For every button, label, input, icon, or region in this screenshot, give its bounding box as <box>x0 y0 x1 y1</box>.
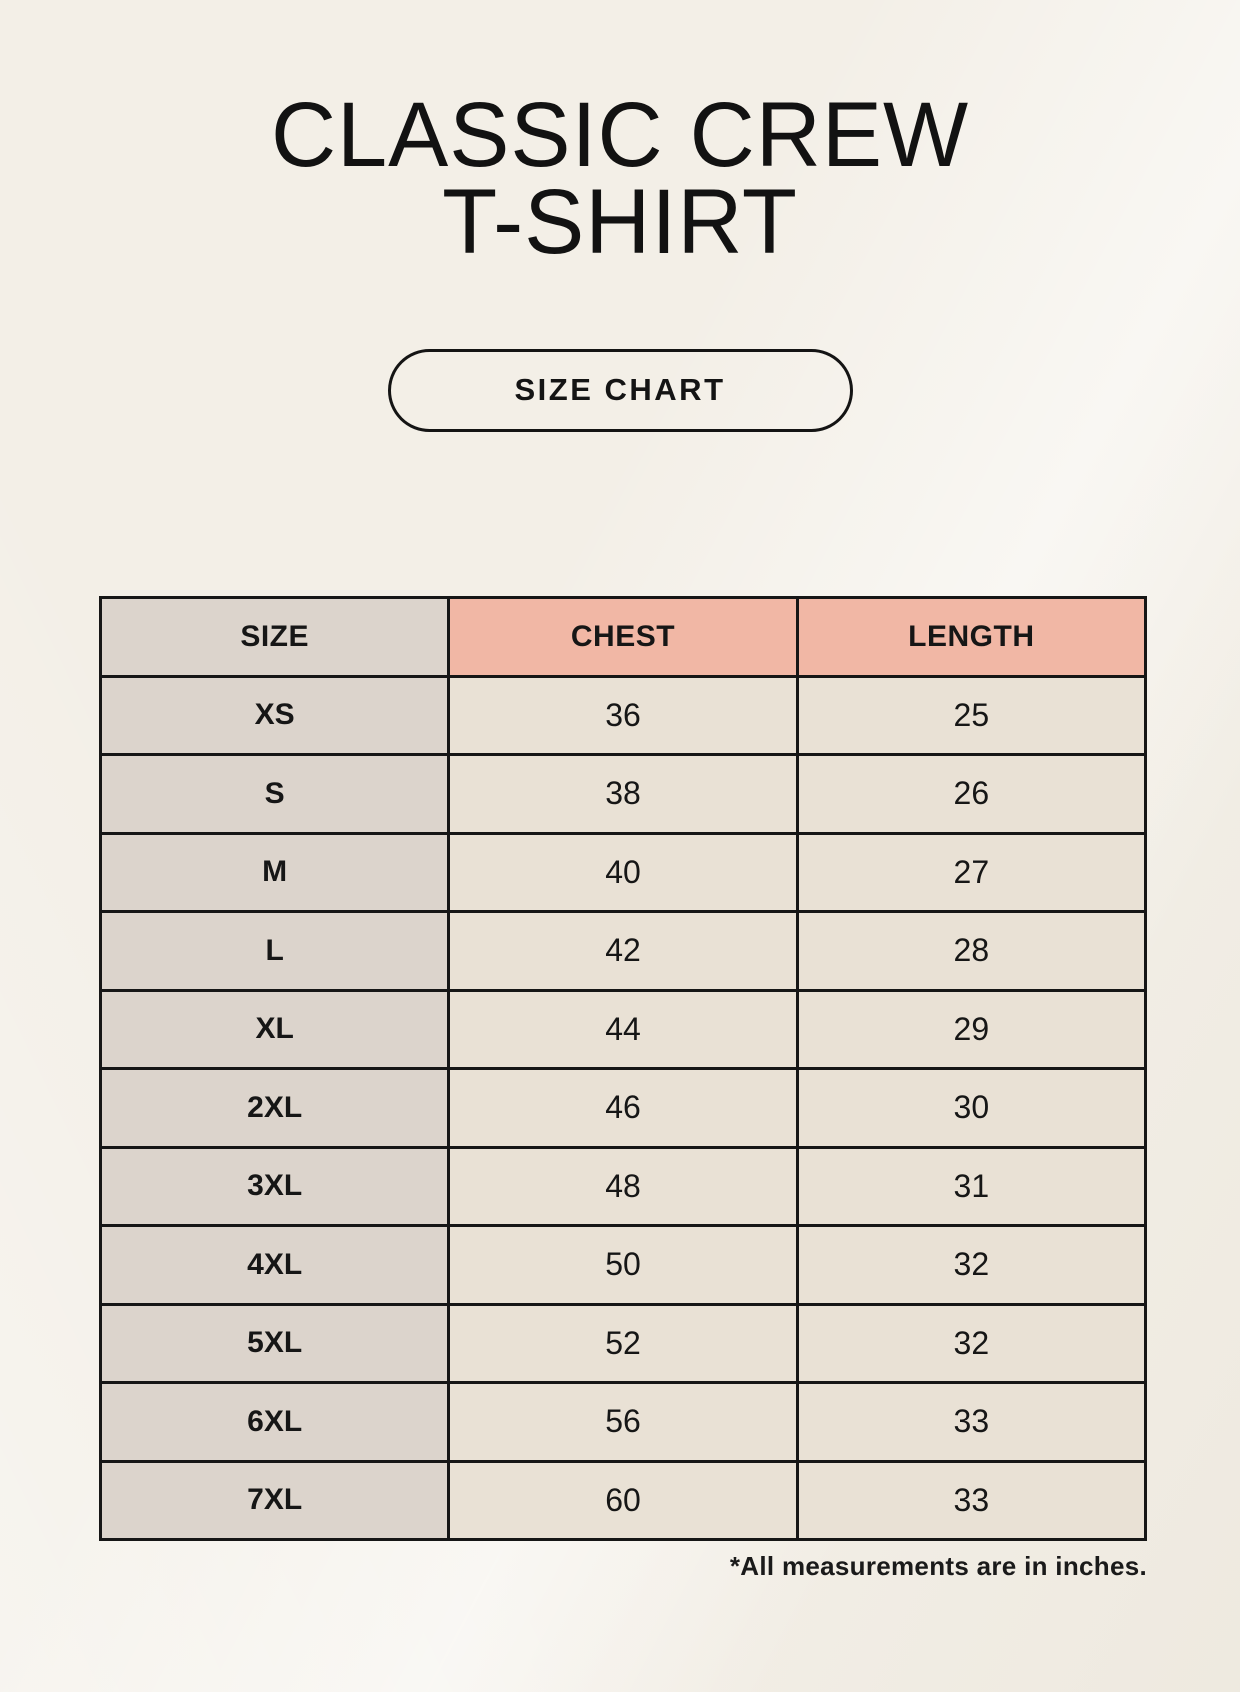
size-table-header <box>101 598 1146 677</box>
page-title <box>0 84 1240 274</box>
chest-cell: 44 <box>449 990 797 1069</box>
size-cell: XS <box>101 676 449 755</box>
chest-cell: 48 <box>449 1147 797 1226</box>
table-row <box>101 1226 1146 1305</box>
measurements-footnote: *All measurements are in inches. <box>729 1551 1147 1581</box>
table-row <box>101 755 1146 834</box>
table-row <box>101 912 1146 991</box>
column-header-length: LENGTH <box>797 598 1145 677</box>
table-row <box>101 1069 1146 1148</box>
size-chart-button[interactable] <box>388 349 853 432</box>
size-cell: 4XL <box>101 1226 449 1305</box>
size-cell: L <box>101 912 449 991</box>
length-cell: 29 <box>797 990 1145 1069</box>
size-table <box>99 596 1147 1541</box>
size-cell: 5XL <box>101 1304 449 1383</box>
chest-cell: 36 <box>449 676 797 755</box>
page-title-line2: T-SHIRT <box>442 171 798 274</box>
chest-cell: 52 <box>449 1304 797 1383</box>
chest-cell: 46 <box>449 1069 797 1148</box>
table-row <box>101 833 1146 912</box>
length-cell: 33 <box>797 1461 1145 1540</box>
column-header-size: SIZE <box>101 598 449 677</box>
table-row <box>101 990 1146 1069</box>
chest-cell: 60 <box>449 1461 797 1540</box>
size-table-body <box>101 676 1146 1540</box>
length-cell: 27 <box>797 833 1145 912</box>
length-cell: 30 <box>797 1069 1145 1148</box>
size-cell: XL <box>101 990 449 1069</box>
table-row <box>101 1461 1146 1540</box>
size-cell: 2XL <box>101 1069 449 1148</box>
size-cell: 7XL <box>101 1461 449 1540</box>
size-cell: 6XL <box>101 1383 449 1462</box>
size-cell: 3XL <box>101 1147 449 1226</box>
size-cell: M <box>101 833 449 912</box>
table-row <box>101 676 1146 755</box>
length-cell: 33 <box>797 1383 1145 1462</box>
length-cell: 25 <box>797 676 1145 755</box>
length-cell: 28 <box>797 912 1145 991</box>
table-row <box>101 1383 1146 1462</box>
chest-cell: 56 <box>449 1383 797 1462</box>
size-cell: S <box>101 755 449 834</box>
chest-cell: 42 <box>449 912 797 991</box>
chest-cell: 50 <box>449 1226 797 1305</box>
chest-cell: 40 <box>449 833 797 912</box>
size-chart-button-label: SIZE CHART <box>514 372 726 408</box>
chest-cell: 38 <box>449 755 797 834</box>
size-chart-section <box>99 596 1147 1582</box>
length-cell: 32 <box>797 1304 1145 1383</box>
table-row <box>101 1147 1146 1226</box>
table-row <box>101 1304 1146 1383</box>
page-title-line1: CLASSIC CREW <box>270 84 970 186</box>
length-cell: 26 <box>797 755 1145 834</box>
header-row <box>101 598 1146 677</box>
length-cell: 32 <box>797 1226 1145 1305</box>
length-cell: 31 <box>797 1147 1145 1226</box>
column-header-chest: CHEST <box>449 598 797 677</box>
